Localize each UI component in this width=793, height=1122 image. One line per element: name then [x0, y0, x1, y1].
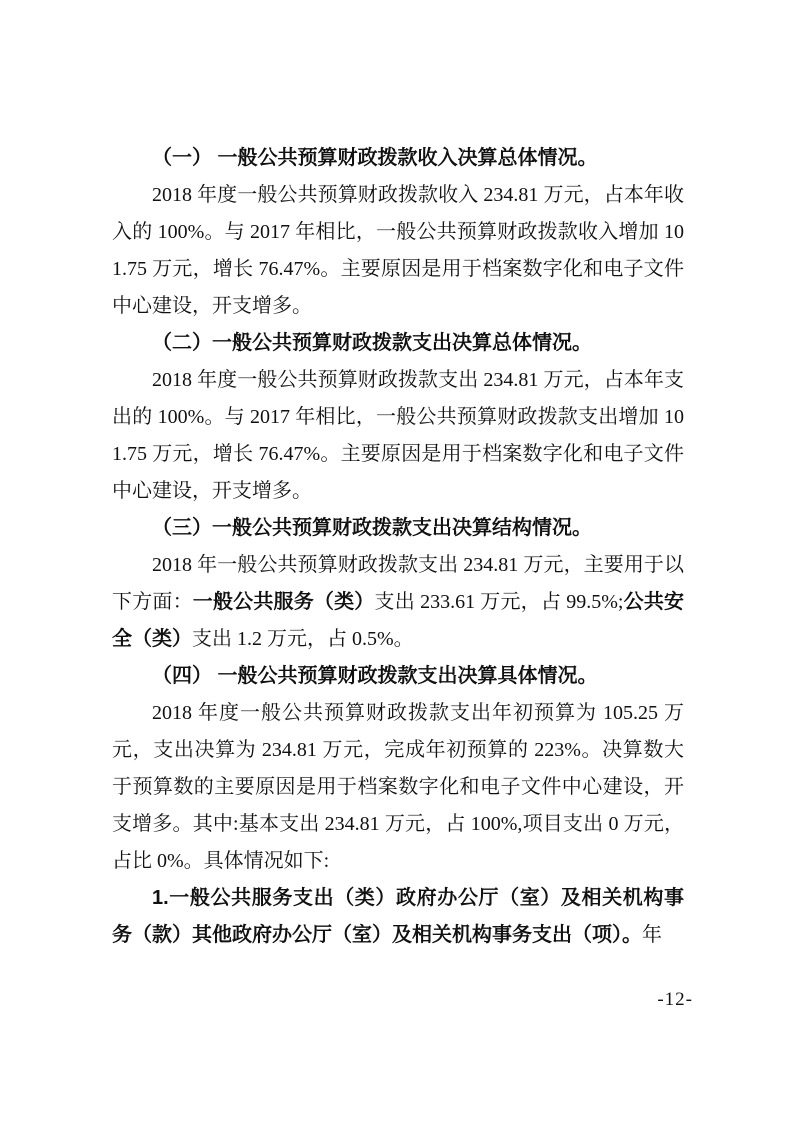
- para-item-1-general-public-service: [112, 880, 684, 954]
- heading-expenditure-detail: （四） 一般公共预算财政拨款支出决算具体情况。: [152, 665, 598, 687]
- heading-expenditure-structure: （三）一般公共预算财政拨款支出决算结构情况。: [152, 517, 592, 539]
- para-income-overview: 2018 年度一般公共预算财政拨款收入 234.81 万元，占本年收入的 100%。与 2017 年相比，一般公共预算财政拨款收入增加 101.75 万元，增长 76.47%。主要原因是用于档案数字化和电子文件中心建设，开支增多。: [112, 184, 684, 317]
- text-run-bold: 公共安全（类）: [112, 591, 685, 650]
- text-run: 支出 233.61 万元，占 99.5%;: [374, 591, 624, 613]
- text-run: 2018 年一般公共预算财政拨款支出 234.81 万元，主要用于以下方面：: [112, 554, 684, 613]
- para-expenditure-structure: [112, 547, 684, 658]
- para-expenditure-detail: 2018 年度一般公共预算财政拨款支出年初预算为 105.25 万元，支出决算为 234.81 万元，完成年初预算的 223%。决算数大于预算数的主要原因是用于档案数字化和电子文件中心建设，开支增多。其中:基本支出 234.81 万元，占 100%,项目支出 0 万元，占比 0%。具体情况如下:: [112, 702, 684, 872]
- para-expenditure-overview: 2018 年度一般公共预算财政拨款支出 234.81 万元，占本年支出的 100%。与 2017 年相比，一般公共预算财政拨款支出增加 101.75 万元，增长 76.47%。主要原因是用于档案数字化和电子文件中心建设，开支增多。: [112, 369, 684, 502]
- heading-income-overview: （一） 一般公共预算财政拨款收入决算总体情况。: [152, 147, 598, 169]
- heading-expenditure-overview: （二）一般公共预算财政拨款支出决算总体情况。: [152, 332, 592, 354]
- text-run-bold: 一般公共服务（类）: [192, 591, 375, 613]
- document-content: [112, 140, 684, 954]
- text-run-bold: 1.一般公共服务支出（类）政府办公厅（室）及相关机构事务（款）其他政府办公厅（室）及相关机构事务支出（项）。: [112, 887, 684, 946]
- text-run: 支出 1.2 万元，占 0.5%。: [192, 628, 414, 650]
- page-number: -12-: [657, 989, 693, 1010]
- text-run: 年: [642, 924, 662, 946]
